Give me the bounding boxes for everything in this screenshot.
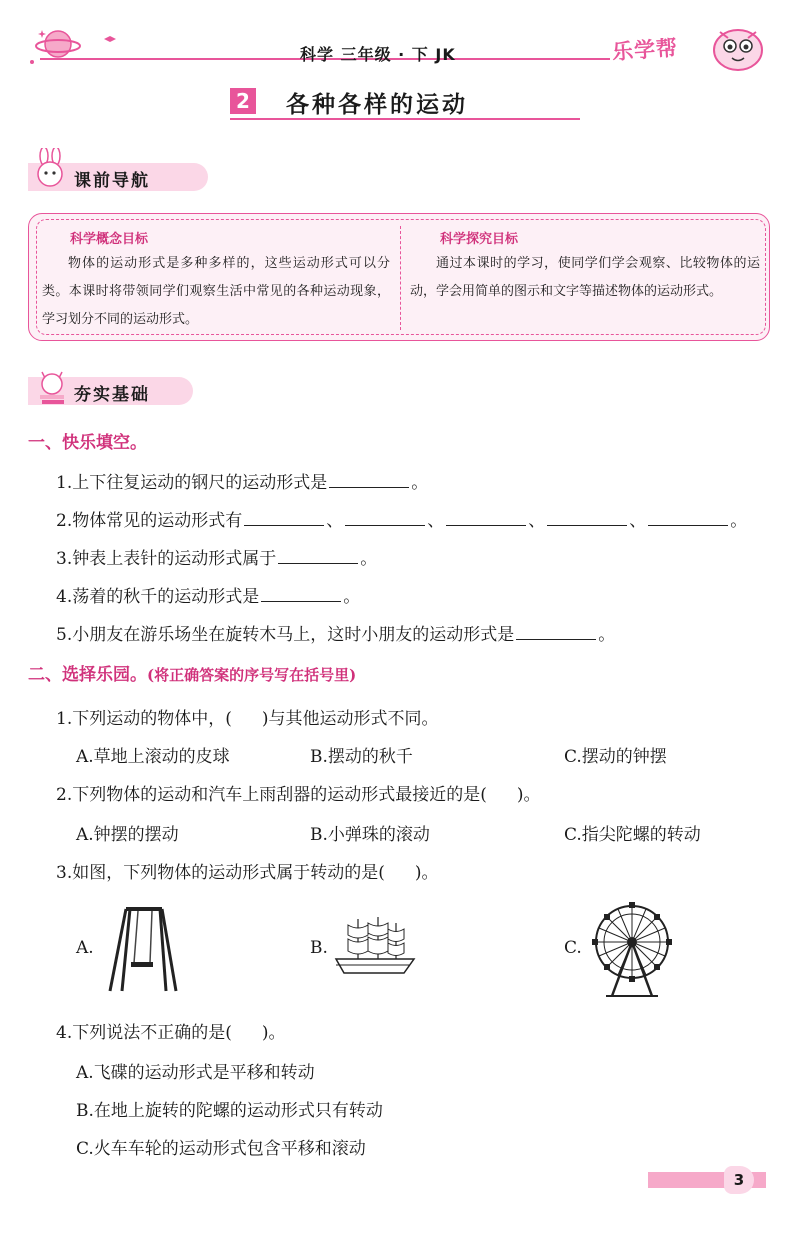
q1-option-a: A.草地上滚动的皮球 [76, 747, 230, 767]
punct: 。 [411, 473, 429, 493]
question-text: )。 [414, 863, 439, 883]
fill-question-1 [56, 468, 428, 493]
answer-blank[interactable] [278, 547, 358, 564]
preview-banner-label: 课前导航 [74, 171, 150, 191]
question-text: 1.下列运动的物体中，( [56, 709, 232, 729]
fill-section-title: 一、快乐填空。 [28, 433, 147, 453]
q4-option-a: A.飞碟的运动形式是平移和转动 [76, 1063, 315, 1083]
planet-icon [20, 22, 130, 72]
choice-question-3 [56, 858, 439, 883]
question-text: 2.物体常见的运动形式有 [56, 511, 243, 531]
basics-banner-label: 夯实基础 [74, 385, 150, 405]
q1-option-c: C.摆动的钟摆 [564, 747, 667, 767]
q1-option-b: B.摆动的秋千 [310, 747, 413, 767]
mascot-icon [700, 20, 770, 79]
fill-question-2 [56, 506, 747, 531]
header-title: 科学 三年级 · 下 JK [300, 45, 456, 64]
q4-option-c: C.火车车轮的运动形式包含平移和滚动 [76, 1139, 366, 1159]
question-text: 2.下列物体的运动和汽车上雨刮器的运动形式最接近的是( [56, 785, 487, 805]
punct: 。 [343, 587, 361, 607]
answer-blank[interactable] [446, 509, 526, 526]
punct: 、 [528, 511, 546, 531]
q3-option-b-label: B. [310, 938, 328, 958]
brand-logo: 乐学帮 [611, 35, 679, 65]
answer-blank[interactable] [516, 623, 596, 640]
q3-option-c-label: C. [564, 938, 582, 958]
goals-divider [400, 226, 401, 330]
sailboat-icon [330, 915, 420, 984]
answer-blank[interactable] [648, 509, 728, 526]
q2-option-b: B.小弹珠的滚动 [310, 825, 430, 845]
punct: 、 [326, 511, 344, 531]
lesson-heading [230, 88, 580, 120]
question-text: )。 [261, 1023, 286, 1043]
question-text: 5.小朋友在游乐场坐在旋转木马上，这时小朋友的运动形式是 [56, 625, 515, 645]
choice-question-1 [56, 704, 439, 729]
q2-option-c: C.指尖陀螺的转动 [564, 825, 701, 845]
question-text: 4.荡着的秋千的运动形式是 [56, 587, 260, 607]
question-text: 4.下列说法不正确的是( [56, 1023, 232, 1043]
q2-option-a: A.钟摆的摆动 [76, 825, 179, 845]
q3-option-a-label: A. [76, 938, 94, 958]
answer-blank[interactable] [261, 585, 341, 602]
lesson-number: 2 [230, 88, 256, 114]
concept-goal-heading: 科学概念目标 [70, 232, 149, 247]
choice-section-title: 二、选择乐园。 [28, 665, 147, 685]
fill-question-4 [56, 582, 360, 607]
lesson-title: 各种各样的运动 [286, 92, 468, 118]
header-decoration [20, 22, 130, 72]
ferris-wheel-icon [588, 902, 678, 1002]
q4-option-b: B.在地上旋转的陀螺的运动形式只有转动 [76, 1101, 383, 1121]
fill-question-5 [56, 620, 615, 645]
choice-section-header [28, 660, 356, 685]
question-text: 1.上下往复运动的钢尺的运动形式是 [56, 473, 328, 493]
punct: 。 [598, 625, 616, 645]
choice-section-subtitle: (将正确答案的序号写在括号里) [147, 666, 357, 684]
punct: 。 [730, 511, 748, 531]
answer-blank[interactable] [329, 471, 409, 488]
question-text: )与其他运动形式不同。 [261, 709, 439, 729]
inquiry-goal-text: 通过本课时的学习，使同学们学会观察、比较物体的运动，学会用简单的图示和文字等描述物体的运动形式。 [410, 256, 760, 299]
punct: 、 [629, 511, 647, 531]
fill-question-3 [56, 544, 377, 569]
answer-blank[interactable] [547, 509, 627, 526]
cat-books-icon [34, 364, 70, 410]
choice-question-2 [56, 780, 541, 805]
punct: 。 [360, 549, 378, 569]
swing-icon [104, 905, 184, 999]
answer-blank[interactable] [345, 509, 425, 526]
punct: 、 [427, 511, 445, 531]
question-text: 3.如图，下列物体的运动形式属于转动的是( [56, 863, 385, 883]
inquiry-goal-heading: 科学探究目标 [440, 232, 519, 247]
bunny-icon [32, 148, 68, 194]
question-text: )。 [516, 785, 541, 805]
answer-blank[interactable] [244, 509, 324, 526]
question-text: 3.钟表上表针的运动形式属于 [56, 549, 277, 569]
choice-question-4 [56, 1018, 286, 1043]
concept-goal-text: 物体的运动形式是多种多样的，这些运动形式可以分类。本课时将带领同学们观察生活中常见的各种运动现象，学习划分不同的运动形式。 [42, 256, 390, 327]
page-number: 3 [724, 1166, 754, 1194]
